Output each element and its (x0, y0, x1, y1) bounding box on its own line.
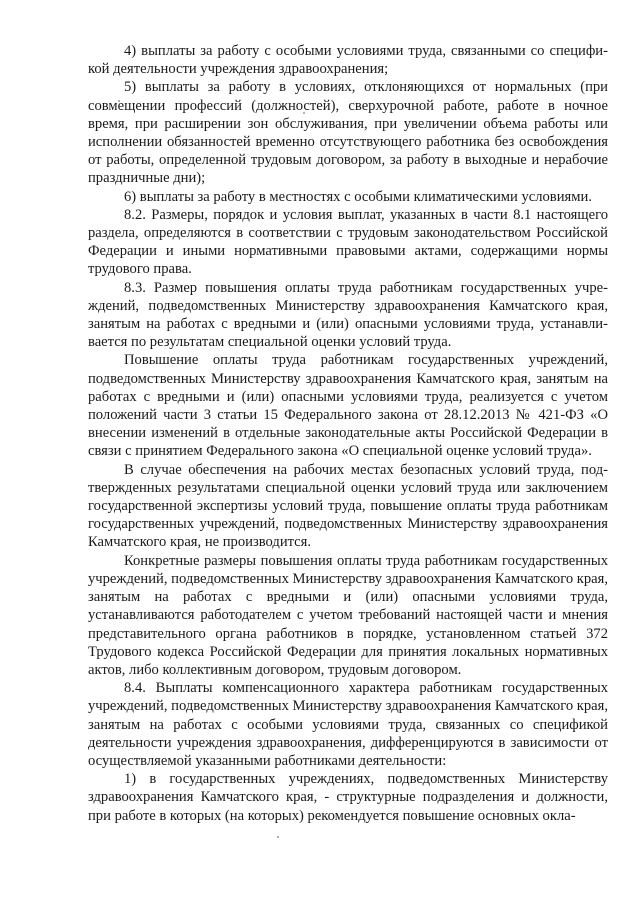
paragraph-8-4-item-1: 1) в государственных учреждениях, подведомственных Министерству здравоохранения Камчатского края, - структурные подразделения и должности, при работе в которых (на которых) рекомендуется повышение основных окла- (88, 771, 608, 824)
scan-speck (277, 836, 279, 838)
paragraph-item-5: 5) выплаты за работу в условиях, отклоняющихся от нормальных (при совмещении профессий (должностей), сверхурочной работе, работе в ночное время, при расширении зон обслуживания, при увеличении объема работы или исполнении обязанностей временно отсутствующего работника без освобождения от работы, определенной трудовым договором, за работу в выходные и нерабочие праздничные дни); (88, 79, 608, 187)
paragraph-item-4: 4) выплаты за работу с особыми условиями труда, связанными со спецификой деятельности учреждения здравоохранения; (88, 43, 608, 78)
paragraph-item-6: 6) выплаты за работу в местностях с особыми климатическими условиями. (124, 188, 592, 205)
paragraph-8-4: 8.4. Выплаты компенсационного характера работникам государственных учреждений, подведомственных Министерству здравоохранения Камчатского края, занятым на работах с особыми условиями труда, связанных со спецификой деятельности учреждения здравоохранения, дифференцируются в зависимости от осуществляемой указанными работниками деятельности: (88, 680, 608, 769)
document-body (88, 42, 608, 825)
paragraph-8-2: 8.2. Размеры, порядок и условия выплат, указанных в части 8.1 настоящего раздела, определяются в соответствии с трудовым законодательством Российской Федерации и иными нормативными правовыми актами, содержащими нормы трудового права. (88, 206, 608, 278)
paragraph-8-3-specific-amounts: Конкретные размеры повышения оплаты труда работникам государственных учреждений, подведомственных Министерству здравоохранения Камчатского края, занятым на работах с вредными и (или) опасными условиями труда, устанавливаются работодателем с учетом требований настоящей части и мнения представительного органа работников в порядке, установленном статьей 372 Трудового кодекса Российской Федерации для принятия локальных нормативных актов, либо коллективным договором, трудовым договором. (88, 552, 608, 678)
paragraph-8-3: 8.3. Размер повышения оплаты труда работникам государственных учреждений, подведомственных Министерству здравоохранения Камчатского края, занятым на работах с вредными и (или) опасными условиями труда, устанавливается по результатам специальной оценки условий труда. (88, 279, 608, 351)
paragraph-8-3-safe-conditions: В случае обеспечения на рабочих местах безопасных условий труда, подтвержденных результатами специальной оценки условий труда или заключением государственной экспертизы условий труда, повышение оплаты труда работникам государственных учреждений, подведомственных Министерству здравоохранения Камчатского края, не производится. (88, 461, 608, 551)
paragraph-8-3-implementation: Повышение оплаты труда работникам государственных учреждений, подведомственных Министерству здравоохранения Камчатского края, занятым на работах с вредными и (или) опасными условиями труда, реализуется с учетом положений части 3 статьи 15 Федерального закона от 28.12.2013 № 421-ФЗ «О внесении изменений в отдельные законодательные акты Российской Федерации в связи с принятием Федерального закона «О специальной оценке условий труда». (88, 352, 608, 460)
